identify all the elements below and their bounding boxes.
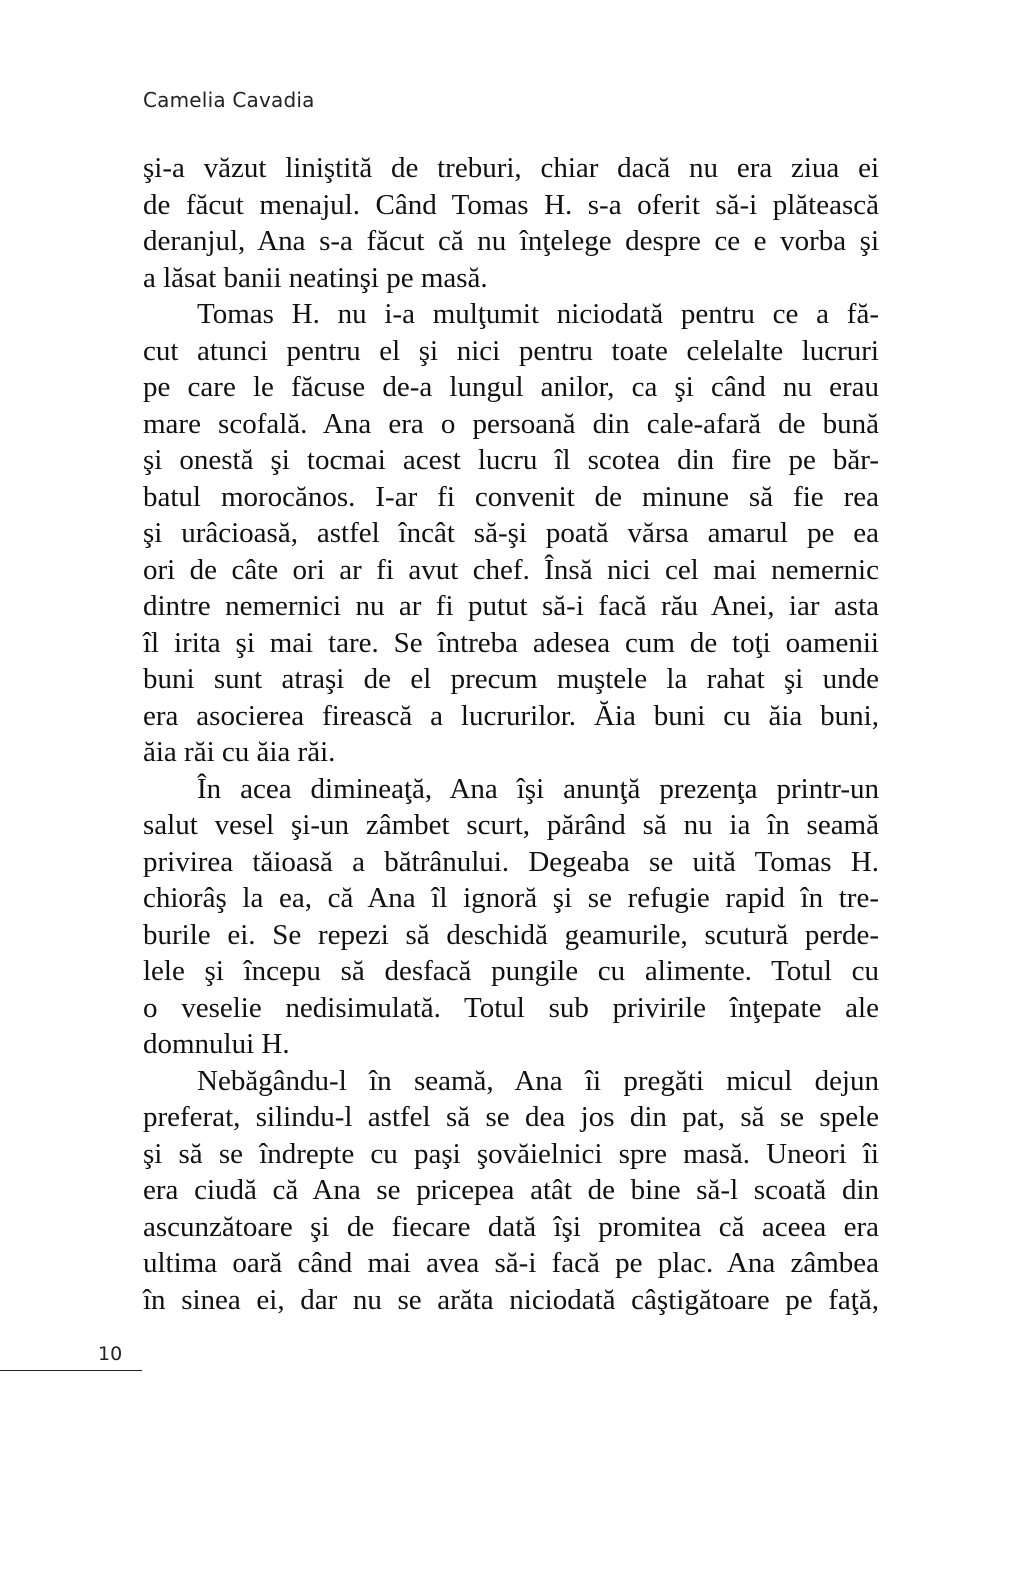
text-line: ultima oară când mai avea să-i facă pe plac. Ana zâmbea [143,1247,879,1279]
text-line: îl irita şi mai tare. Se întreba adesea cum de toţi oamenii [143,626,879,659]
text-line: şi să se îndrepte cu paşi şovăielnici spre masă. Uneori îi [143,1137,879,1170]
text-line: burile ei. Se repezi să deschidă geamurile, scutură perde- [143,918,879,951]
text-line: preferat, silindu-l astfel să se dea jos din pat, să se spele [143,1101,879,1133]
text-line: în sinea ei, dar nu se arăta niciodată câştigătoare pe faţă, [143,1283,879,1316]
text-line: deranjul, Ana s-a făcut că nu înţelege despre ce e vorba şi [143,225,879,257]
page-number: 10 [98,1343,123,1365]
text-line: era asocierea firească a lucrurilor. Ăia buni cu ăia buni, [143,699,879,732]
text-line: cut atunci pentru el şi nici pentru toate celelalte lucruri [143,334,879,367]
body-text [143,150,879,1318]
text-line: Nebăgându-l în seamă, Ana îi pregăti micul dejun [197,1064,879,1097]
running-header: Camelia Cavadia [143,88,315,112]
text-line: privirea tăioasă a bătrânului. Degeaba se uită Tomas H. [143,845,879,878]
text-line: lele şi începu să desfacă pungile cu alimente. Totul cu [143,955,879,987]
text-line: salut vesel şi-un zâmbet scurt, părând să nu ia în seamă [143,809,879,841]
text-line: şi onestă şi tocmai acest lucru îl scotea din fire pe băr- [143,444,879,476]
text-line: ascunzătoare şi de fiecare dată îşi promitea că aceea era [143,1210,879,1243]
text-line: era ciudă că Ana se pricepea atât de bine să-l scoată din [143,1174,879,1206]
text-line: Tomas H. nu i-a mulţumit niciodată pentru ce a fă- [197,298,879,330]
text-line: şi-a văzut liniştită de treburi, chiar dacă nu era ziua ei [143,152,879,184]
text-line: În acea dimineaţă, Ana îşi anunţă prezenţa printr-un [197,772,879,805]
text-line: buni sunt atraşi de el precum muştele la rahat şi unde [143,663,879,695]
text-line: a lăsat banii neatinşi pe masă. [143,261,488,294]
text-line: o veselie nedisimulată. Totul sub privirile înţepate ale [143,991,879,1024]
text-line: mare scofală. Ana era o persoană din cale-afară de bună [143,407,879,440]
text-line: şi urâcioasă, astfel încât să-şi poată vărsa amarul pe ea [143,517,879,549]
text-line: pe care le făcuse de-a lungul anilor, ca şi când nu erau [143,371,879,403]
text-line: ăia răi cu ăia răi. [143,736,336,768]
text-line: batul morocănos. I-ar fi convenit de minune să fie rea [143,480,879,513]
text-line: chiorâş la ea, că Ana îl ignoră şi se refugie rapid în tre- [143,882,879,914]
text-line: de făcut menajul. Când Tomas H. s-a oferit să-i plătească [143,188,879,221]
text-line: domnului H. [143,1028,290,1060]
text-line: dintre nemernici nu ar fi putut să-i facă rău Anei, iar asta [143,590,879,622]
footer-rule [0,1370,142,1371]
text-line: ori de câte ori ar fi avut chef. Însă nici cel mai nemernic [143,553,879,586]
